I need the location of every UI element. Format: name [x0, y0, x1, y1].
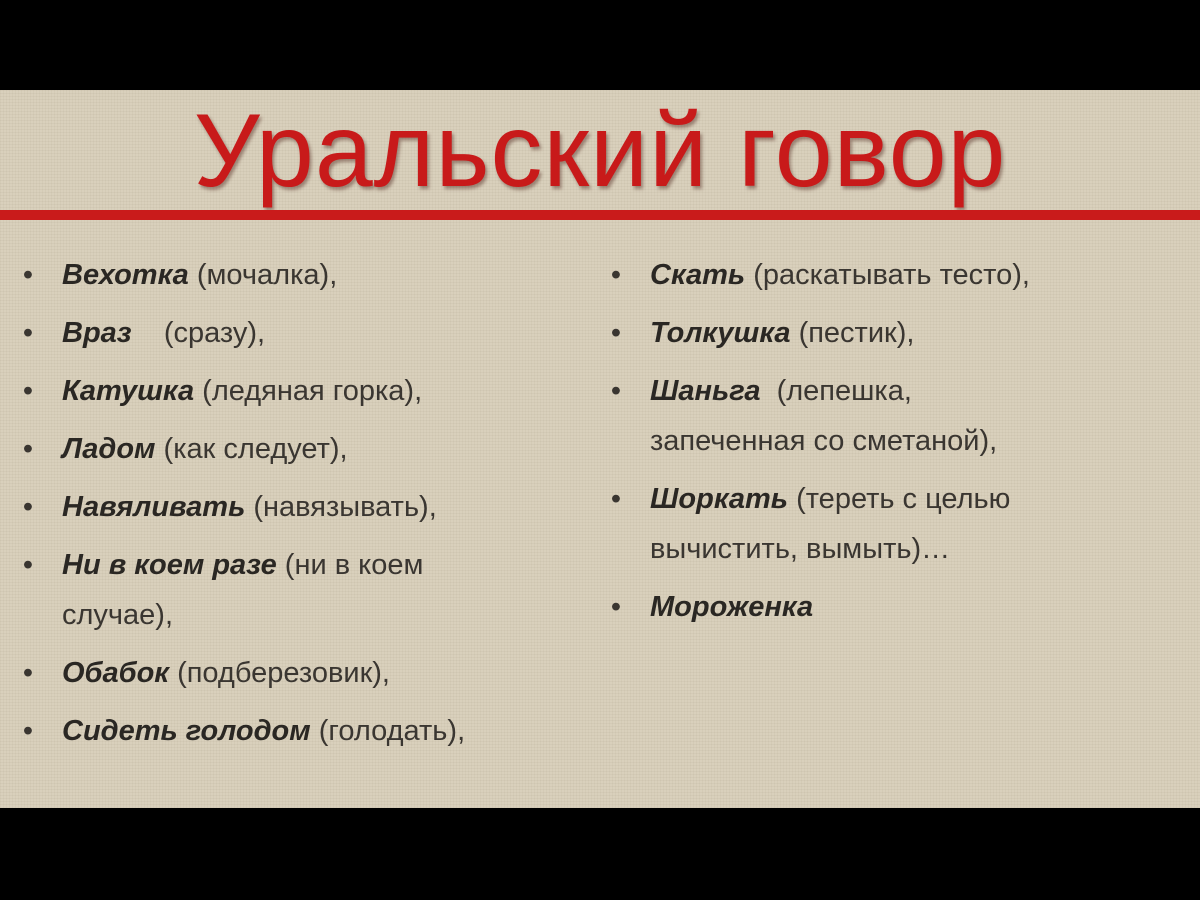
dialect-word: Шоркать [650, 483, 789, 515]
word-meaning: (навязывать), [245, 491, 437, 523]
list-item [0, 424, 590, 474]
dialect-word: Мороженка [650, 591, 814, 623]
list-item [0, 706, 590, 756]
word-meaning: (ледяная горка), [194, 375, 423, 407]
bullet: • [610, 317, 622, 349]
list-item [0, 540, 590, 640]
dialect-word: Скать [650, 259, 746, 291]
list-item [590, 250, 1180, 300]
word-meaning-continued: случае), [62, 599, 174, 631]
dialect-word: Навяливать [62, 491, 246, 523]
bullet: • [610, 375, 622, 407]
word-meaning: (лепешка, [760, 375, 912, 407]
list-item [0, 366, 590, 416]
word-meaning: (раскатывать тесто), [745, 259, 1030, 291]
bullet: • [610, 591, 622, 623]
bullet: • [22, 375, 34, 407]
list-item [0, 648, 590, 698]
left-word-list [0, 250, 590, 764]
bullet: • [22, 259, 34, 291]
dialect-word: Вехотка [62, 259, 189, 291]
word-meaning: (голодать), [310, 715, 466, 747]
list-item [590, 582, 1180, 632]
dialect-word: Катушка [62, 375, 195, 407]
dialect-word: Ладом [62, 433, 156, 465]
word-meaning: (подберезовик), [169, 657, 390, 689]
dialect-word: Сидеть голодом [62, 715, 311, 747]
word-meaning: (пестик), [790, 317, 915, 349]
bullet: • [22, 317, 34, 349]
bullet: • [22, 657, 34, 689]
right-word-list [590, 250, 1180, 640]
bullet: • [610, 259, 622, 291]
word-meaning: (тереть с целью [788, 483, 1011, 515]
word-meaning-continued: вычистить, вымыть)… [650, 533, 951, 565]
dialect-word: Враз [62, 317, 132, 349]
word-meaning-continued: запеченная со сметаной), [650, 425, 998, 457]
dialect-word: Обабок [62, 657, 170, 689]
bullet: • [610, 483, 622, 515]
list-item [0, 250, 590, 300]
list-item [590, 308, 1180, 358]
list-item [590, 474, 1180, 574]
slide [0, 90, 1200, 808]
list-item [0, 308, 590, 358]
bullet: • [22, 549, 34, 581]
bullet: • [22, 491, 34, 523]
dialect-word: Ни в коем разе [62, 549, 277, 581]
dialect-word: Шаньга [650, 375, 761, 407]
word-meaning: (как следует), [155, 433, 348, 465]
title-underline [0, 210, 1200, 220]
dialect-word: Толкушка [650, 317, 791, 349]
word-meaning: (мочалка), [188, 259, 338, 291]
bullet: • [22, 715, 34, 747]
word-meaning: (ни в коем [276, 549, 424, 581]
list-item [590, 366, 1180, 466]
list-item [0, 482, 590, 532]
slide-title: Уральский говор [193, 93, 1007, 209]
bullet: • [22, 433, 34, 465]
word-meaning: (сразу), [131, 317, 266, 349]
